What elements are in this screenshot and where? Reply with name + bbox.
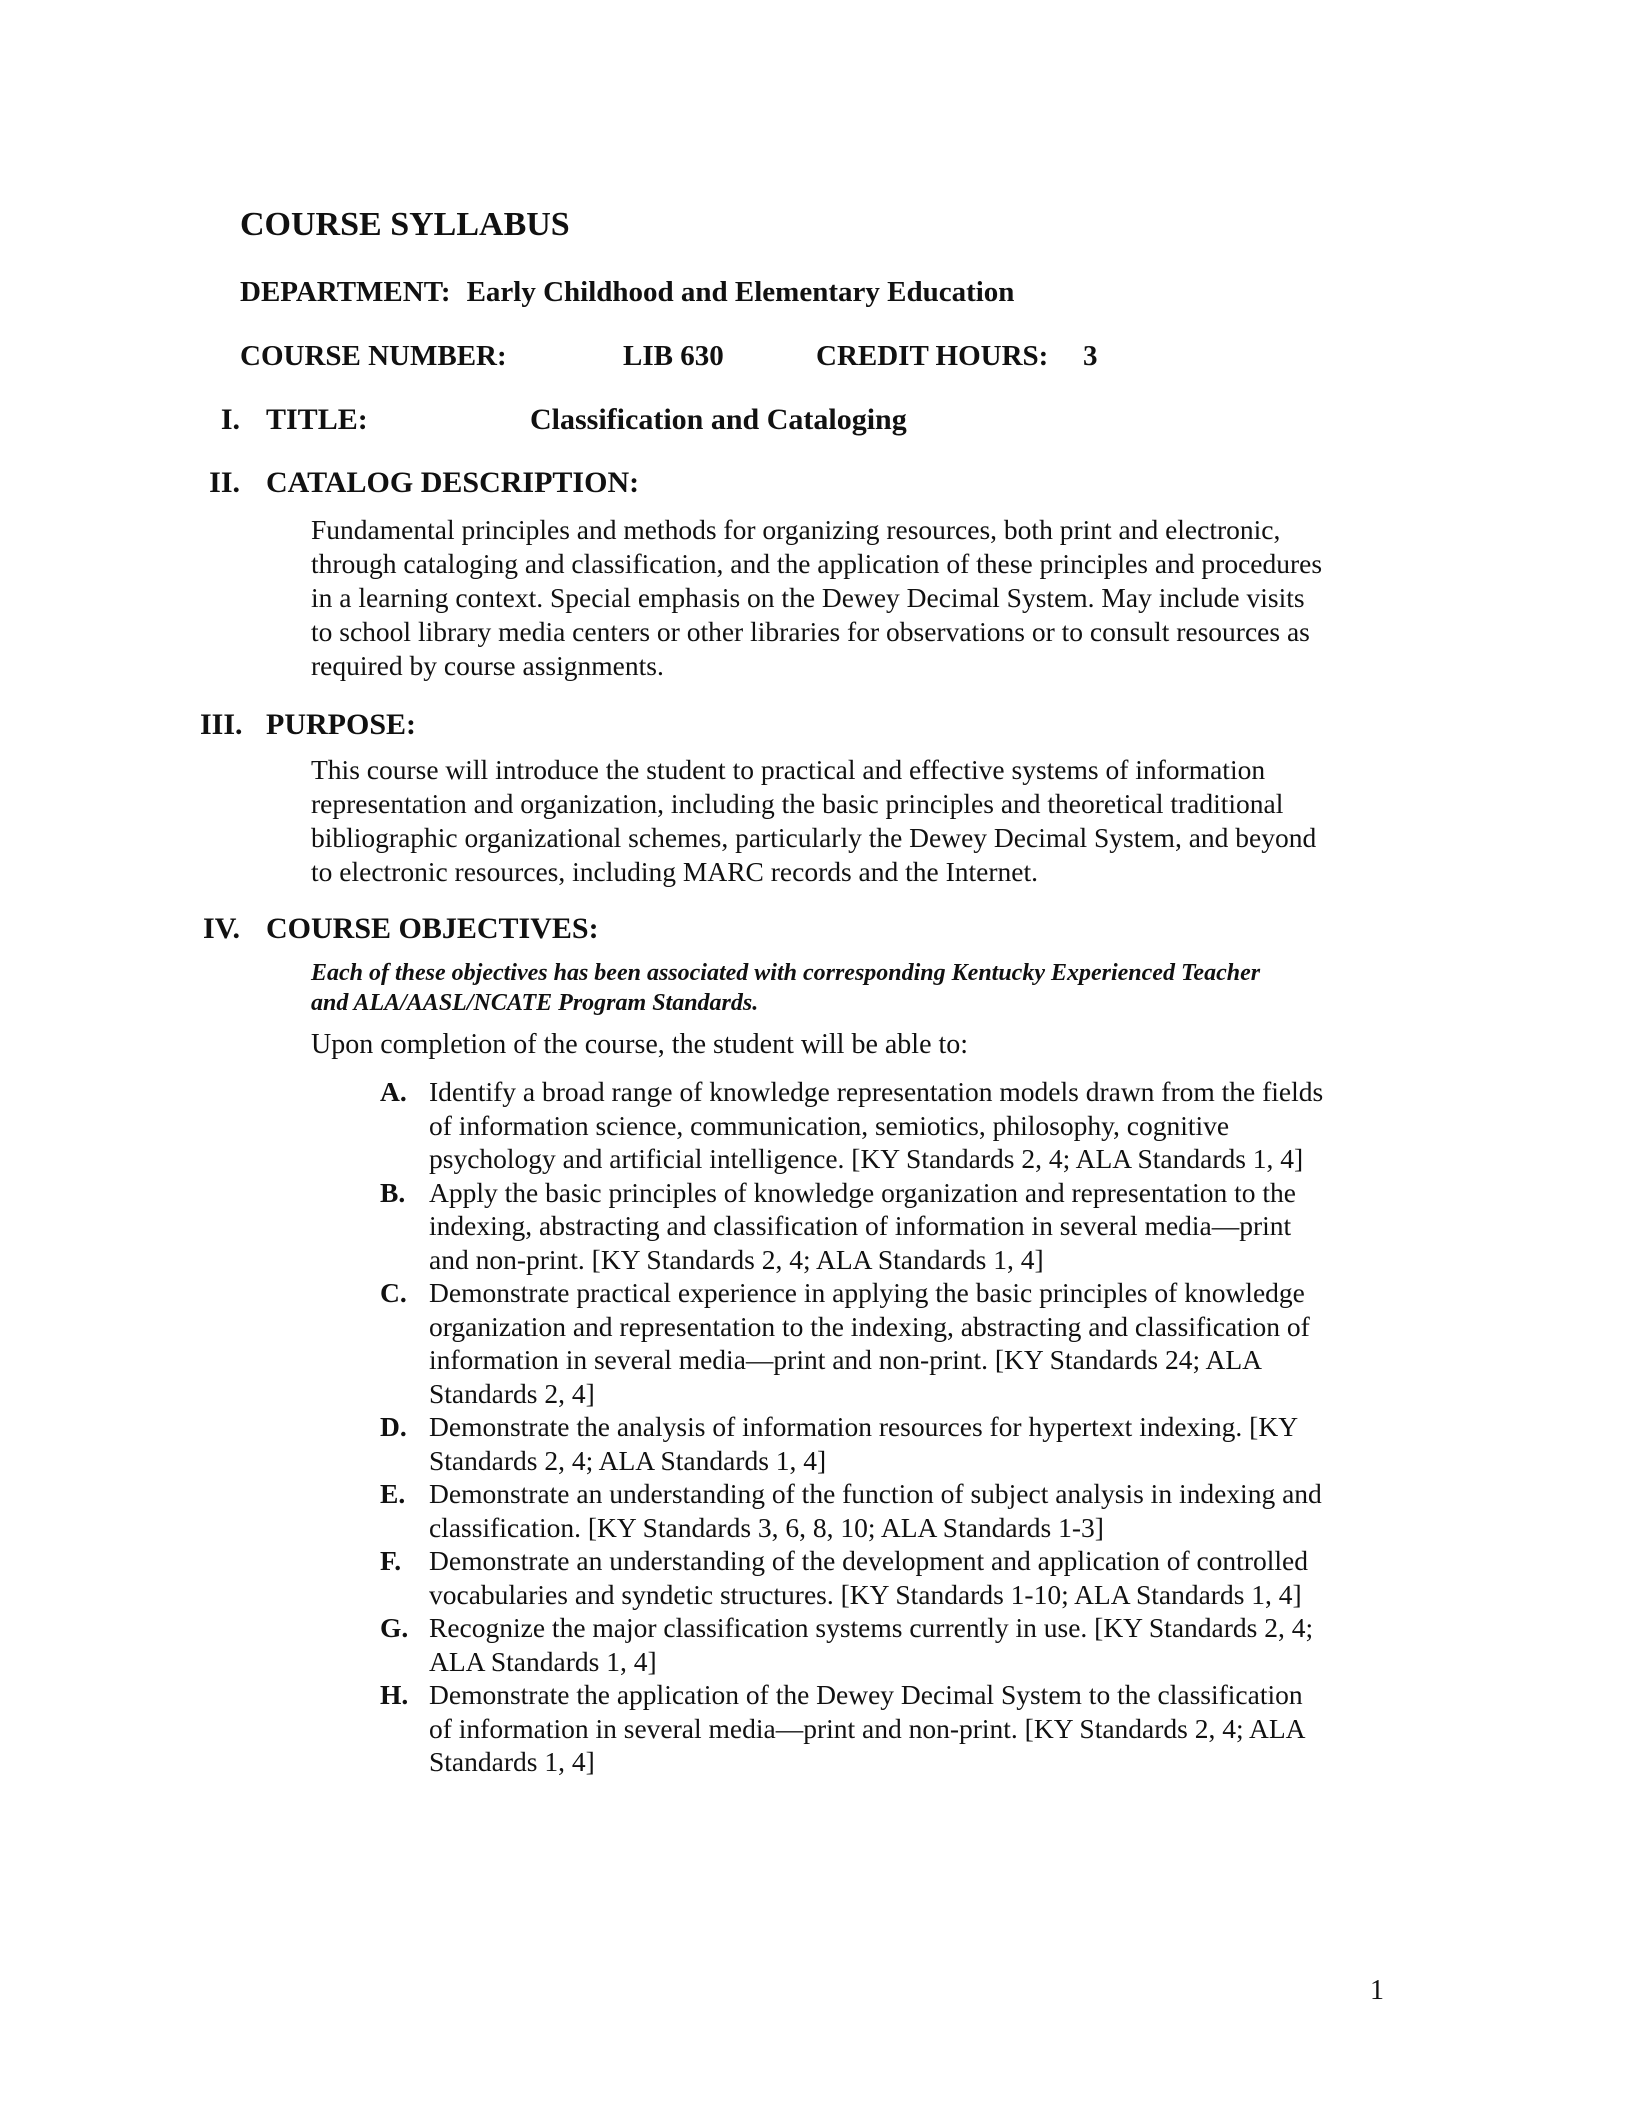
paragraph-line: Fundamental principles and methods for organizing resources, both print and electronic, [311,514,1281,545]
department-value: Early Childhood and Elementary Education [466,276,1015,308]
objective-text [429,1611,1430,1678]
objective-line: Demonstrate an understanding of the function of subject analysis in indexing and [429,1478,1322,1509]
section-number: III. [200,708,243,741]
purpose-paragraph [311,753,1401,889]
paragraph-line: representation and organization, including the basic principles and theoretical traditional [311,788,1284,819]
objectives-standards-note [311,958,1401,1018]
objective-line: Demonstrate the application of the Dewey Decimal System to the classification [429,1679,1303,1710]
objective-item [380,1276,1430,1410]
document-title: COURSE SYLLABUS [240,206,570,243]
objective-item [380,1678,1430,1779]
objective-item [380,1544,1430,1611]
objective-line: Recognize the major classification systems currently in use. [KY Standards 2, 4; [429,1612,1314,1643]
objective-line: information in several media—print and non-print. [KY Standards 24; ALA [429,1344,1262,1375]
objective-text [429,1477,1430,1544]
objective-letter: G. [380,1612,409,1643]
objective-item [380,1410,1430,1477]
section-number: IV. [203,912,240,945]
credit-hours-value: 3 [1083,340,1098,372]
objective-letter: C. [380,1277,407,1308]
section-label: TITLE: [266,403,368,436]
objective-letter: B. [380,1176,406,1208]
section-label: CATALOG DESCRIPTION: [266,466,640,499]
course-number-label: COURSE NUMBER: [240,340,507,372]
objective-text [429,1544,1430,1611]
paragraph-line: in a learning context. Special emphasis on the Dewey Decimal System. May include visits [311,582,1305,613]
objective-line: of information in several media—print and non-print. [KY Standards 2, 4; ALA [429,1712,1306,1744]
paragraph-line: bibliographic organizational schemes, particularly the Dewey Decimal System, and beyond [311,822,1317,853]
objective-line: Demonstrate practical experience in applying the basic principles of knowledge [429,1277,1305,1308]
objectives-list [380,1075,1430,1779]
page-number: 1 [1370,1975,1384,2006]
catalog-description [311,513,1401,683]
department-line [240,276,1014,309]
section-number: I. [220,403,240,436]
section-label: COURSE OBJECTIVES: [266,912,599,945]
paragraph-line: This course will introduce the student to practical and effective systems of information [311,754,1266,785]
note-line: and ALA/AASL/NCATE Program Standards. [311,990,759,1016]
objective-line: ALA Standards 1, 4] [429,1645,657,1677]
objective-letter: A. [380,1076,407,1107]
objective-item [380,1176,1430,1277]
section-label: PURPOSE: [266,708,416,741]
objective-line: vocabularies and syndetic structures. [KY Standards 1-10; ALA Standards 1, 4] [429,1578,1302,1610]
credit-hours-label: CREDIT HOURS: [816,340,1049,372]
objective-text [429,1176,1430,1277]
objective-line: classification. [KY Standards 3, 6, 8, 10; ALA Standards 1-3] [429,1511,1104,1543]
objective-text [429,1075,1430,1176]
objective-line: Standards 2, 4; ALA Standards 1, 4] [429,1444,827,1476]
paragraph-line: to school library media centers or other libraries for observations or to consult resources as [311,616,1310,647]
note-line: Each of these objectives has been associated with corresponding Kentucky Experienced Teacher [311,960,1261,986]
paragraph-line: through cataloging and classification, and the application of these principles and procedures [311,548,1323,579]
paragraph-line: to electronic resources, including MARC records and the Internet. [311,856,1038,887]
objective-line: and non-print. [KY Standards 2, 4; ALA Standards 1, 4] [429,1243,1044,1275]
objective-line: Standards 2, 4] [429,1377,595,1409]
objective-letter: F. [380,1545,402,1576]
objectives-intro: Upon completion of the course, the student will be able to: [311,1029,969,1060]
objective-line: Demonstrate the analysis of information resources for hypertext indexing. [KY [429,1411,1299,1442]
objective-line: of information science, communication, semiotics, philosophy, cognitive [429,1109,1230,1141]
objective-letter: E. [380,1478,406,1509]
objective-letter: H. [380,1679,409,1710]
objective-line: indexing, abstracting and classification of information in several media—print [429,1210,1292,1241]
section-number: II. [209,466,240,499]
objective-item [380,1477,1430,1544]
paragraph-line: required by course assignments. [311,650,664,681]
objective-item [380,1075,1430,1176]
objective-line: Demonstrate an understanding of the development and application of controlled [429,1545,1308,1576]
objective-text [429,1678,1430,1779]
course-number-value: LIB 630 [623,340,724,372]
objective-text [429,1410,1430,1477]
department-label: DEPARTMENT: [240,276,451,308]
objective-line: psychology and artificial intelligence. [KY Standards 2, 4; ALA Standards 1, 4] [429,1143,1304,1174]
objective-line: Apply the basic principles of knowledge organization and representation to the [429,1176,1297,1208]
objective-text [429,1276,1430,1410]
objective-line: Identify a broad range of knowledge representation models drawn from the fields [429,1076,1324,1107]
objective-line: Standards 1, 4] [429,1746,595,1777]
objective-letter: D. [380,1411,407,1442]
objective-item [380,1611,1430,1678]
course-title-value: Classification and Cataloging [530,403,907,436]
objective-line: organization and representation to the indexing, abstracting and classification of [429,1310,1310,1342]
